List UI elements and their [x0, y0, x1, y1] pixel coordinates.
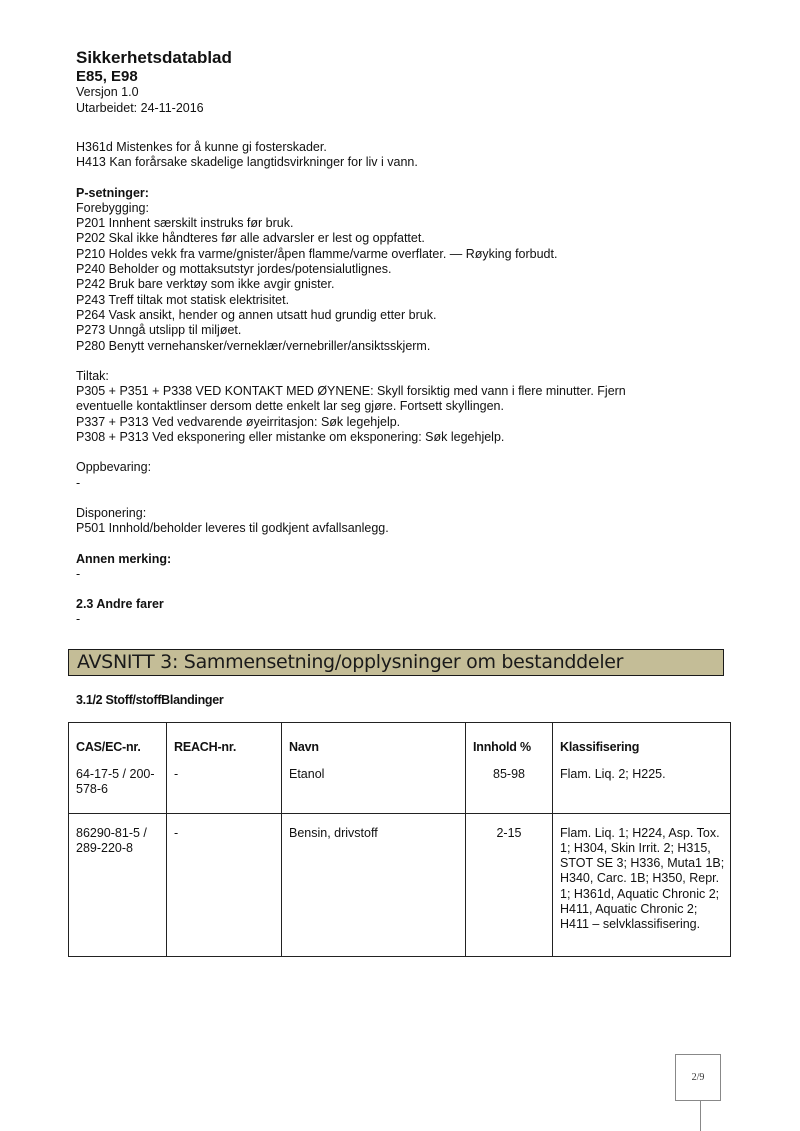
disposal-label: Disponering: — [76, 505, 147, 520]
cell-name: Bensin, drivstoff — [282, 813, 466, 956]
prepared-date: Utarbeidet: 24-11-2016 — [76, 100, 204, 115]
column-header-name: Navn — [282, 723, 466, 756]
cell-content: 85-98 — [466, 755, 553, 813]
section-3-heading: AVSNITT 3: Sammensetning/opplysninger om bestanddeler — [68, 649, 724, 676]
p-statement: P280 Benytt vernehansker/verneklær/vernebriller/ansiktsskjerm. — [76, 338, 431, 353]
composition-table — [68, 722, 731, 957]
prevention-label: Forebygging: — [76, 200, 149, 215]
document-title: Sikkerhetsdatablad — [76, 48, 232, 67]
h-statement: H361d Mistenkes for å kunne gi fosterskader. — [76, 140, 327, 154]
p-statement: P243 Treff tiltak mot statisk elektrisitet. — [76, 292, 290, 307]
table-row — [69, 755, 731, 813]
document-page — [76, 48, 736, 628]
response-label: Tiltak: — [76, 368, 109, 383]
p-statement: P264 Vask ansikt, hender og annen utsatt hud grundig etter bruk. — [76, 307, 437, 322]
other-hazards-heading: 2.3 Andre farer — [76, 597, 164, 612]
cell-content: 2-15 — [466, 813, 553, 956]
cell-reach: - — [167, 755, 282, 813]
version-label: Versjon 1.0 — [76, 85, 139, 99]
substances-subheading: 3.1/2 Stoff/stoffBlandinger — [76, 693, 224, 707]
p-statement: P210 Holdes vekk fra varme/gnister/åpen flamme/varme overflater. — Røyking forbudt. — [76, 246, 558, 261]
other-labeling-value: - — [76, 566, 81, 581]
column-header-cas: CAS/EC-nr. — [69, 723, 167, 756]
storage-label: Oppbevaring: — [76, 460, 152, 475]
p-statement: P202 Skal ikke håndteres før alle advarsler er lest og oppfattet. — [76, 231, 425, 246]
p-statement: P305 + P351 + P338 VED KONTAKT MED ØYNENE: Skyll forsiktig med vann i flere minutter. Fjern eventuelle kontaktlinser dersom dette enkelt lar seg gjøre. Fortsett skyllingen. — [76, 384, 626, 414]
other-labeling-heading: Annen merking: — [76, 551, 172, 566]
cell-classification: Flam. Liq. 1; H224, Asp. Tox. 1; H304, Skin Irrit. 2; H315, STOT SE 3; H336, Muta1 1B; H340, Carc. 1B; H350, Repr. 1; H361d, Aquatic Chronic 2; H411, Aquatic Chronic 2; H411 – selvklassifisering. — [553, 813, 731, 956]
p-statement: P242 Bruk bare verktøy som ikke avgir gnister. — [76, 277, 335, 292]
other-hazards-value: - — [76, 612, 81, 627]
p-statement: P273 Unngå utslipp til miljøet. — [76, 323, 242, 338]
p-statement: P308 + P313 Ved eksponering eller mistanke om eksponering: Søk legehjelp. — [76, 430, 505, 445]
table-header-row — [69, 723, 731, 756]
p-statement: P201 Innhent særskilt instruks før bruk. — [76, 216, 294, 231]
p-statements-heading: P-setninger: — [76, 185, 149, 200]
cell-cas: 86290-81-5 / 289-220-8 — [69, 813, 167, 956]
p-statement: P240 Beholder og mottaksutstyr jordes/potensialutlignes. — [76, 262, 392, 277]
column-header-classification: Klassifisering — [553, 723, 731, 756]
disposal-value: P501 Innhold/beholder leveres til godkjent avfallsanlegg. — [76, 521, 389, 536]
column-header-reach: REACH-nr. — [167, 723, 282, 756]
product-name: E85, E98 — [76, 68, 138, 85]
storage-value: - — [76, 475, 81, 490]
page-number-stem — [700, 1101, 701, 1131]
table-row — [69, 813, 731, 956]
cell-classification: Flam. Liq. 2; H225. — [553, 755, 731, 813]
cell-name: Etanol — [282, 755, 466, 813]
column-header-content: Innhold % — [466, 723, 553, 756]
page-number: 2/9 — [675, 1054, 721, 1101]
h-statement: H413 Kan forårsake skadelige langtidsvirkninger for liv i vann. — [76, 155, 418, 170]
p-statement: P337 + P313 Ved vedvarende øyeirritasjon: Søk legehjelp. — [76, 414, 401, 429]
cell-reach: - — [167, 813, 282, 956]
cell-cas: 64-17-5 / 200-578-6 — [69, 755, 167, 813]
